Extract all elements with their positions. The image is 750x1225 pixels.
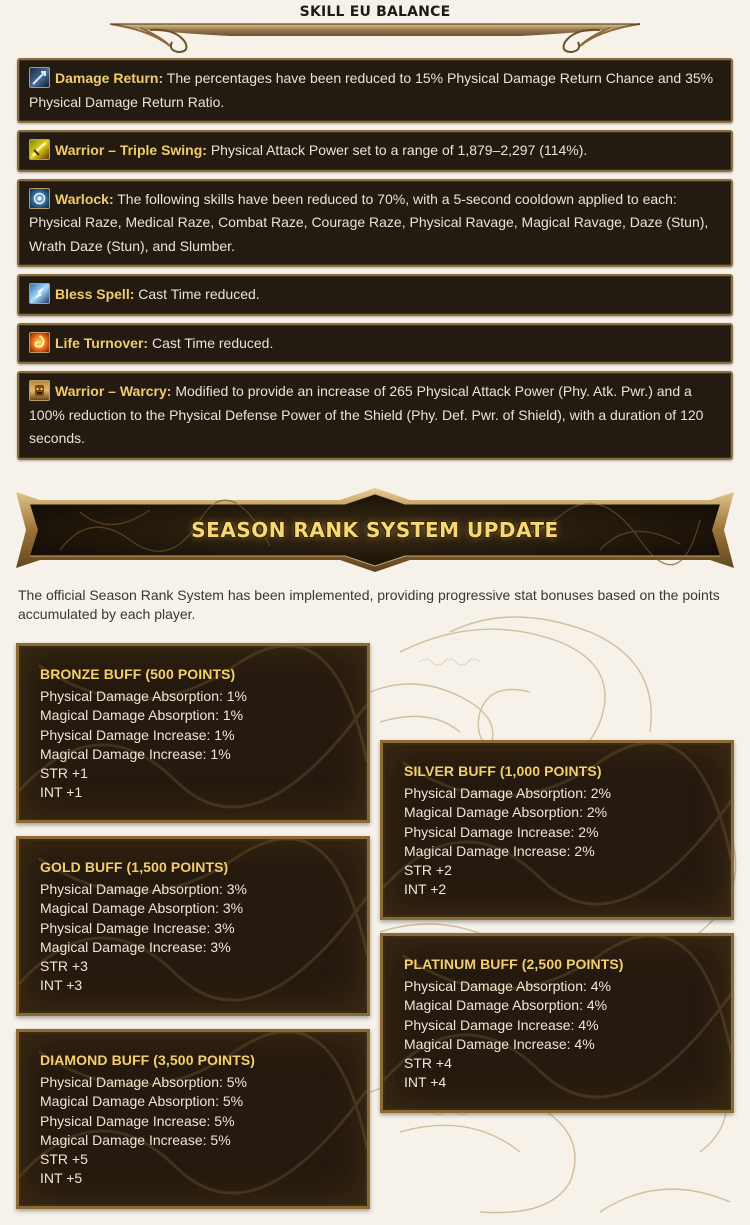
buff-title: DIAMOND BUFF (3,500 POINTS) [40,1052,256,1068]
damage-return-icon [29,67,50,88]
skill-name: Warrior – Triple Swing: [55,142,207,158]
buff-stat: Physical Damage Absorption: 4% [404,978,611,994]
warcry-icon [29,380,50,401]
buff-stat: INT +2 [404,881,447,898]
buff-stats [40,880,347,996]
buff-stat: Magical Damage Increase: 4% [404,1035,595,1052]
buff-card-gold [16,836,370,1016]
buff-stat: STR +3 [40,958,88,975]
season-title: SEASON RANK SYSTEM UPDATE [191,518,559,542]
buff-stat: Physical Damage Increase: 2% [404,823,599,840]
buff-stat: Physical Damage Increase: 3% [40,919,235,936]
skill-description: The percentages have been reduced to 15% Physical Damage Return Chance and 35% Physical Damage Return Ratio. [29,70,714,110]
bless-spell-icon [29,283,50,304]
skill-name: Bless Spell: [55,286,135,302]
buff-stat: Physical Damage Absorption: 2% [404,785,611,801]
buff-stats [404,784,711,900]
skill-item-life-turnover [17,323,733,365]
triple-swing-icon [29,139,50,160]
buff-stat: Magical Damage Absorption: 2% [404,804,608,821]
buff-stat: Magical Damage Absorption: 1% [40,707,244,724]
buff-stat: Physical Damage Absorption: 3% [40,881,247,897]
buff-stat: Physical Damage Increase: 5% [40,1112,235,1129]
skill-item-triple-swing [17,130,733,172]
buff-stat: INT +3 [40,977,83,994]
life-turnover-icon [29,332,50,353]
skill-name: Warlock: [55,190,114,207]
buff-stats [40,687,347,803]
buff-stat: Magical Damage Increase: 1% [40,745,231,762]
buff-stat: STR +1 [40,765,88,782]
buff-stat: Physical Damage Absorption: 5% [40,1074,247,1090]
skill-description: Modified to provide an increase of 265 Physical Attack Power (Phy. Atk. Pwr.) and a 100% reduction to the Physical Defense Power of the Shield (Phy. Def. Pwr. of Shield), with a duration of 120 seconds. [29,383,704,446]
skill-item-bless-spell [17,274,733,316]
page-title: SKILL EU BALANCE [299,4,451,20]
buff-stat: INT +4 [404,1074,447,1091]
skill-item-damage-return [17,58,733,123]
buff-title: BRONZE BUFF (500 POINTS) [40,666,236,682]
skill-item-warcry [17,371,733,460]
season-intro: The official Season Rank System has been implemented, providing progressive stat bonuses based on the points accumulated by each player. [18,587,720,622]
buff-card-diamond [16,1029,370,1209]
buff-stat: INT +1 [40,784,83,801]
skill-description: Physical Attack Power set to a range of 1,879–2,297 (114%). [206,142,588,158]
buff-stat: Magical Damage Increase: 2% [404,842,595,859]
buff-title: GOLD BUFF (1,500 POINTS) [40,859,229,875]
buff-stat: Magical Damage Absorption: 3% [40,900,244,917]
section-header-skill-balance [0,0,750,58]
buff-stats [40,1073,347,1189]
buff-stat: INT +5 [40,1170,83,1187]
buff-stat: Magical Damage Absorption: 5% [40,1093,244,1110]
buff-card-bronze [16,643,370,823]
buff-title: PLATINUM BUFF (2,500 POINTS) [404,956,624,972]
buff-card-silver [380,740,734,920]
buff-stats [404,977,711,1093]
skill-description: Cast Time reduced. [148,334,274,351]
buff-stat: STR +5 [40,1151,88,1168]
buff-stat: Physical Damage Increase: 1% [40,726,235,743]
skill-description: The following skills have been reduced to 70%, with a 5-second cooldown applied to each: Physical Raze, Medical Raze, Combat Raze, Courage Raze, Physical Ravage, Magical Ravage, Daze (Stun), Wrath Daze (Stun), and Slumber. [29,190,709,254]
skill-item-warlock [17,179,733,268]
buff-stat: Physical Damage Absorption: 1% [40,688,247,704]
buff-card-platinum [380,933,734,1113]
warlock-icon [29,188,50,209]
buff-stat: Magical Damage Absorption: 4% [404,997,608,1014]
buff-stat: STR +2 [404,862,452,879]
skill-description: Cast Time reduced. [134,286,260,302]
skill-name: Damage Return: [55,70,164,86]
season-banner [0,480,750,580]
skill-list [17,58,733,467]
skill-name: Warrior – Warcry: [55,383,172,399]
buff-stat: Physical Damage Increase: 4% [404,1016,599,1033]
skill-name: Life Turnover: [55,334,149,351]
buff-stat: STR +4 [404,1055,452,1072]
buff-stat: Magical Damage Increase: 5% [40,1131,231,1148]
buff-title: SILVER BUFF (1,000 POINTS) [404,763,602,779]
buff-stat: Magical Damage Increase: 3% [40,938,231,955]
